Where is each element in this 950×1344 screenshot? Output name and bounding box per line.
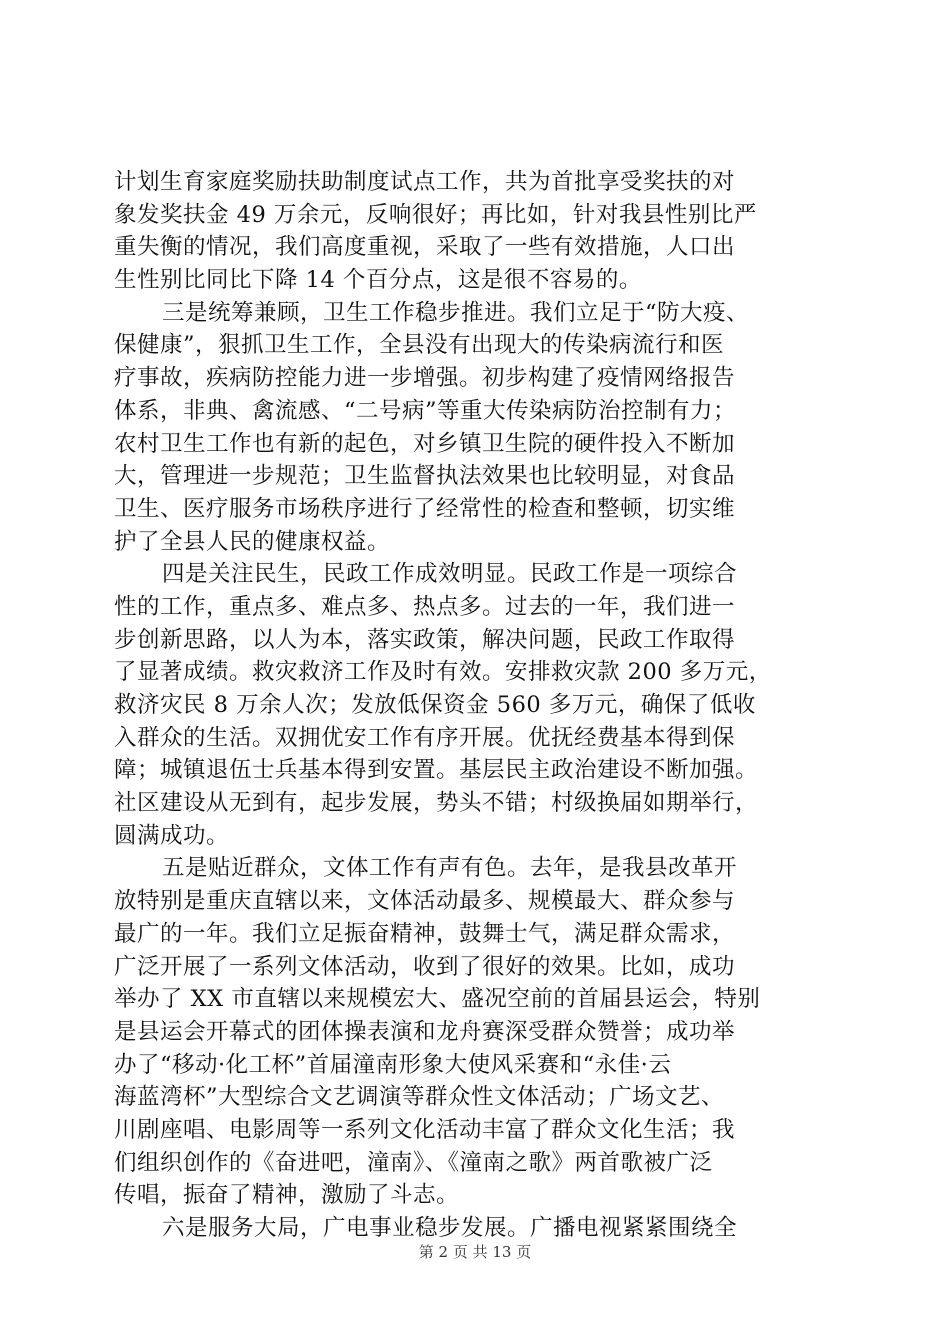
paragraph-start-line: 六是服务大局，广电事业稳步发展。广播电视紧紧围绕全 — [162, 1215, 738, 1241]
text-line: 救济灾民 8 万余人次；发放低保资金 560 多万元，确保了低收 — [114, 692, 756, 718]
paragraph-start-line: 五是贴近群众，文体工作有声有色。去年，是我县改革开 — [162, 855, 738, 882]
text-line: 重失衡的情况，我们高度重视，采取了一些有效措施，人口出 — [114, 234, 736, 261]
text-line: 是县运会开幕式的团体操表演和龙舟赛深受群众赞誉；成功举 — [114, 1018, 736, 1045]
text-line: 疗事故，疾病防控能力进一步增强。初步构建了疫情网络报告 — [114, 365, 736, 392]
text-line: 最广的一年。我们立足振奋精神，鼓舞士气，满足群众需求， — [114, 920, 736, 947]
text-line: 圆满成功。 — [114, 822, 230, 849]
document-body — [114, 166, 836, 1245]
text-line: 步创新思路，以人为本，落实政策，解决问题，民政工作取得 — [114, 626, 736, 653]
text-line: 象发奖扶金 49 万余元，反响很好；再比如，针对我县性别比严 — [114, 201, 757, 228]
text-line: 们组织创作的《奋进吧，潼南》、《潼南之歌》两首歌被广泛 — [114, 1149, 713, 1176]
text-line: 入群众的生活。双拥优安工作有序开展。优抚经费基本得到保 — [114, 724, 736, 751]
text-line: 障；城镇退伍士兵基本得到安置。基层民主政治建设不断加强。 — [114, 757, 759, 784]
text-line: 办了“移动·化工杯”首届潼南形象大使风采赛和“永佳·云 — [114, 1051, 672, 1078]
text-line: 卫生、医疗服务市场秩序进行了经常性的检查和整顿，切实维 — [114, 495, 736, 522]
paragraph-start-line: 三是统筹兼顾，卫生工作稳步推进。我们立足于“防大疫、 — [162, 299, 750, 326]
text-line: 性的工作，重点多、难点多、热点多。过去的一年，我们进一 — [114, 593, 736, 620]
text-line: 保健康”，狠抓卫生工作，全县没有出现大的传染病流行和医 — [114, 332, 725, 359]
text-line: 生性别比同比下降 14 个百分点，这是很不容易的。 — [114, 267, 642, 294]
text-line: 举办了 XX 市直辖以来规模宏大、盛况空前的首届县运会，特别 — [114, 986, 761, 1013]
text-line: 计划生育家庭奖励扶助制度试点工作，共为首批享受奖扶的对 — [114, 169, 736, 195]
text-line: 传唱，振奋了精神，激励了斗志。 — [114, 1182, 460, 1209]
text-line: 广泛开展了一系列文体活动，收到了很好的效果。比如，成功 — [114, 953, 736, 980]
paragraph-start-line: 四是关注民生，民政工作成效明显。民政工作是一项综合 — [162, 561, 738, 588]
text-line: 护了全县人民的健康权益。 — [114, 528, 391, 555]
text-line: 了显著成绩。救灾救济工作及时有效。安排救灾款 200 多万元， — [114, 659, 772, 686]
text-line: 大，管理进一步规范；卫生监督执法效果也比较明显，对食品 — [114, 463, 736, 490]
text-line: 体系，非典、禽流感、“二号病”等重大传染病防治控制有力； — [114, 397, 737, 424]
text-line: 放特别是重庆直辖以来，文体活动最多、规模最大、群众参与 — [114, 888, 736, 915]
page-footer: 第 2 页 共 13 页 — [418, 1243, 532, 1261]
text-line: 社区建设从无到有，起步发展，势头不错；村级换届如期举行， — [114, 790, 759, 817]
text-line: 海蓝湾杯”大型综合文艺调演等群众性文体活动；广场文艺、 — [114, 1084, 725, 1111]
text-line: 农村卫生工作也有新的起色，对乡镇卫生院的硬件投入不断加 — [114, 430, 736, 457]
text-line: 川剧座唱、电影周等一系列文化活动丰富了群众文化生活；我 — [114, 1116, 736, 1143]
